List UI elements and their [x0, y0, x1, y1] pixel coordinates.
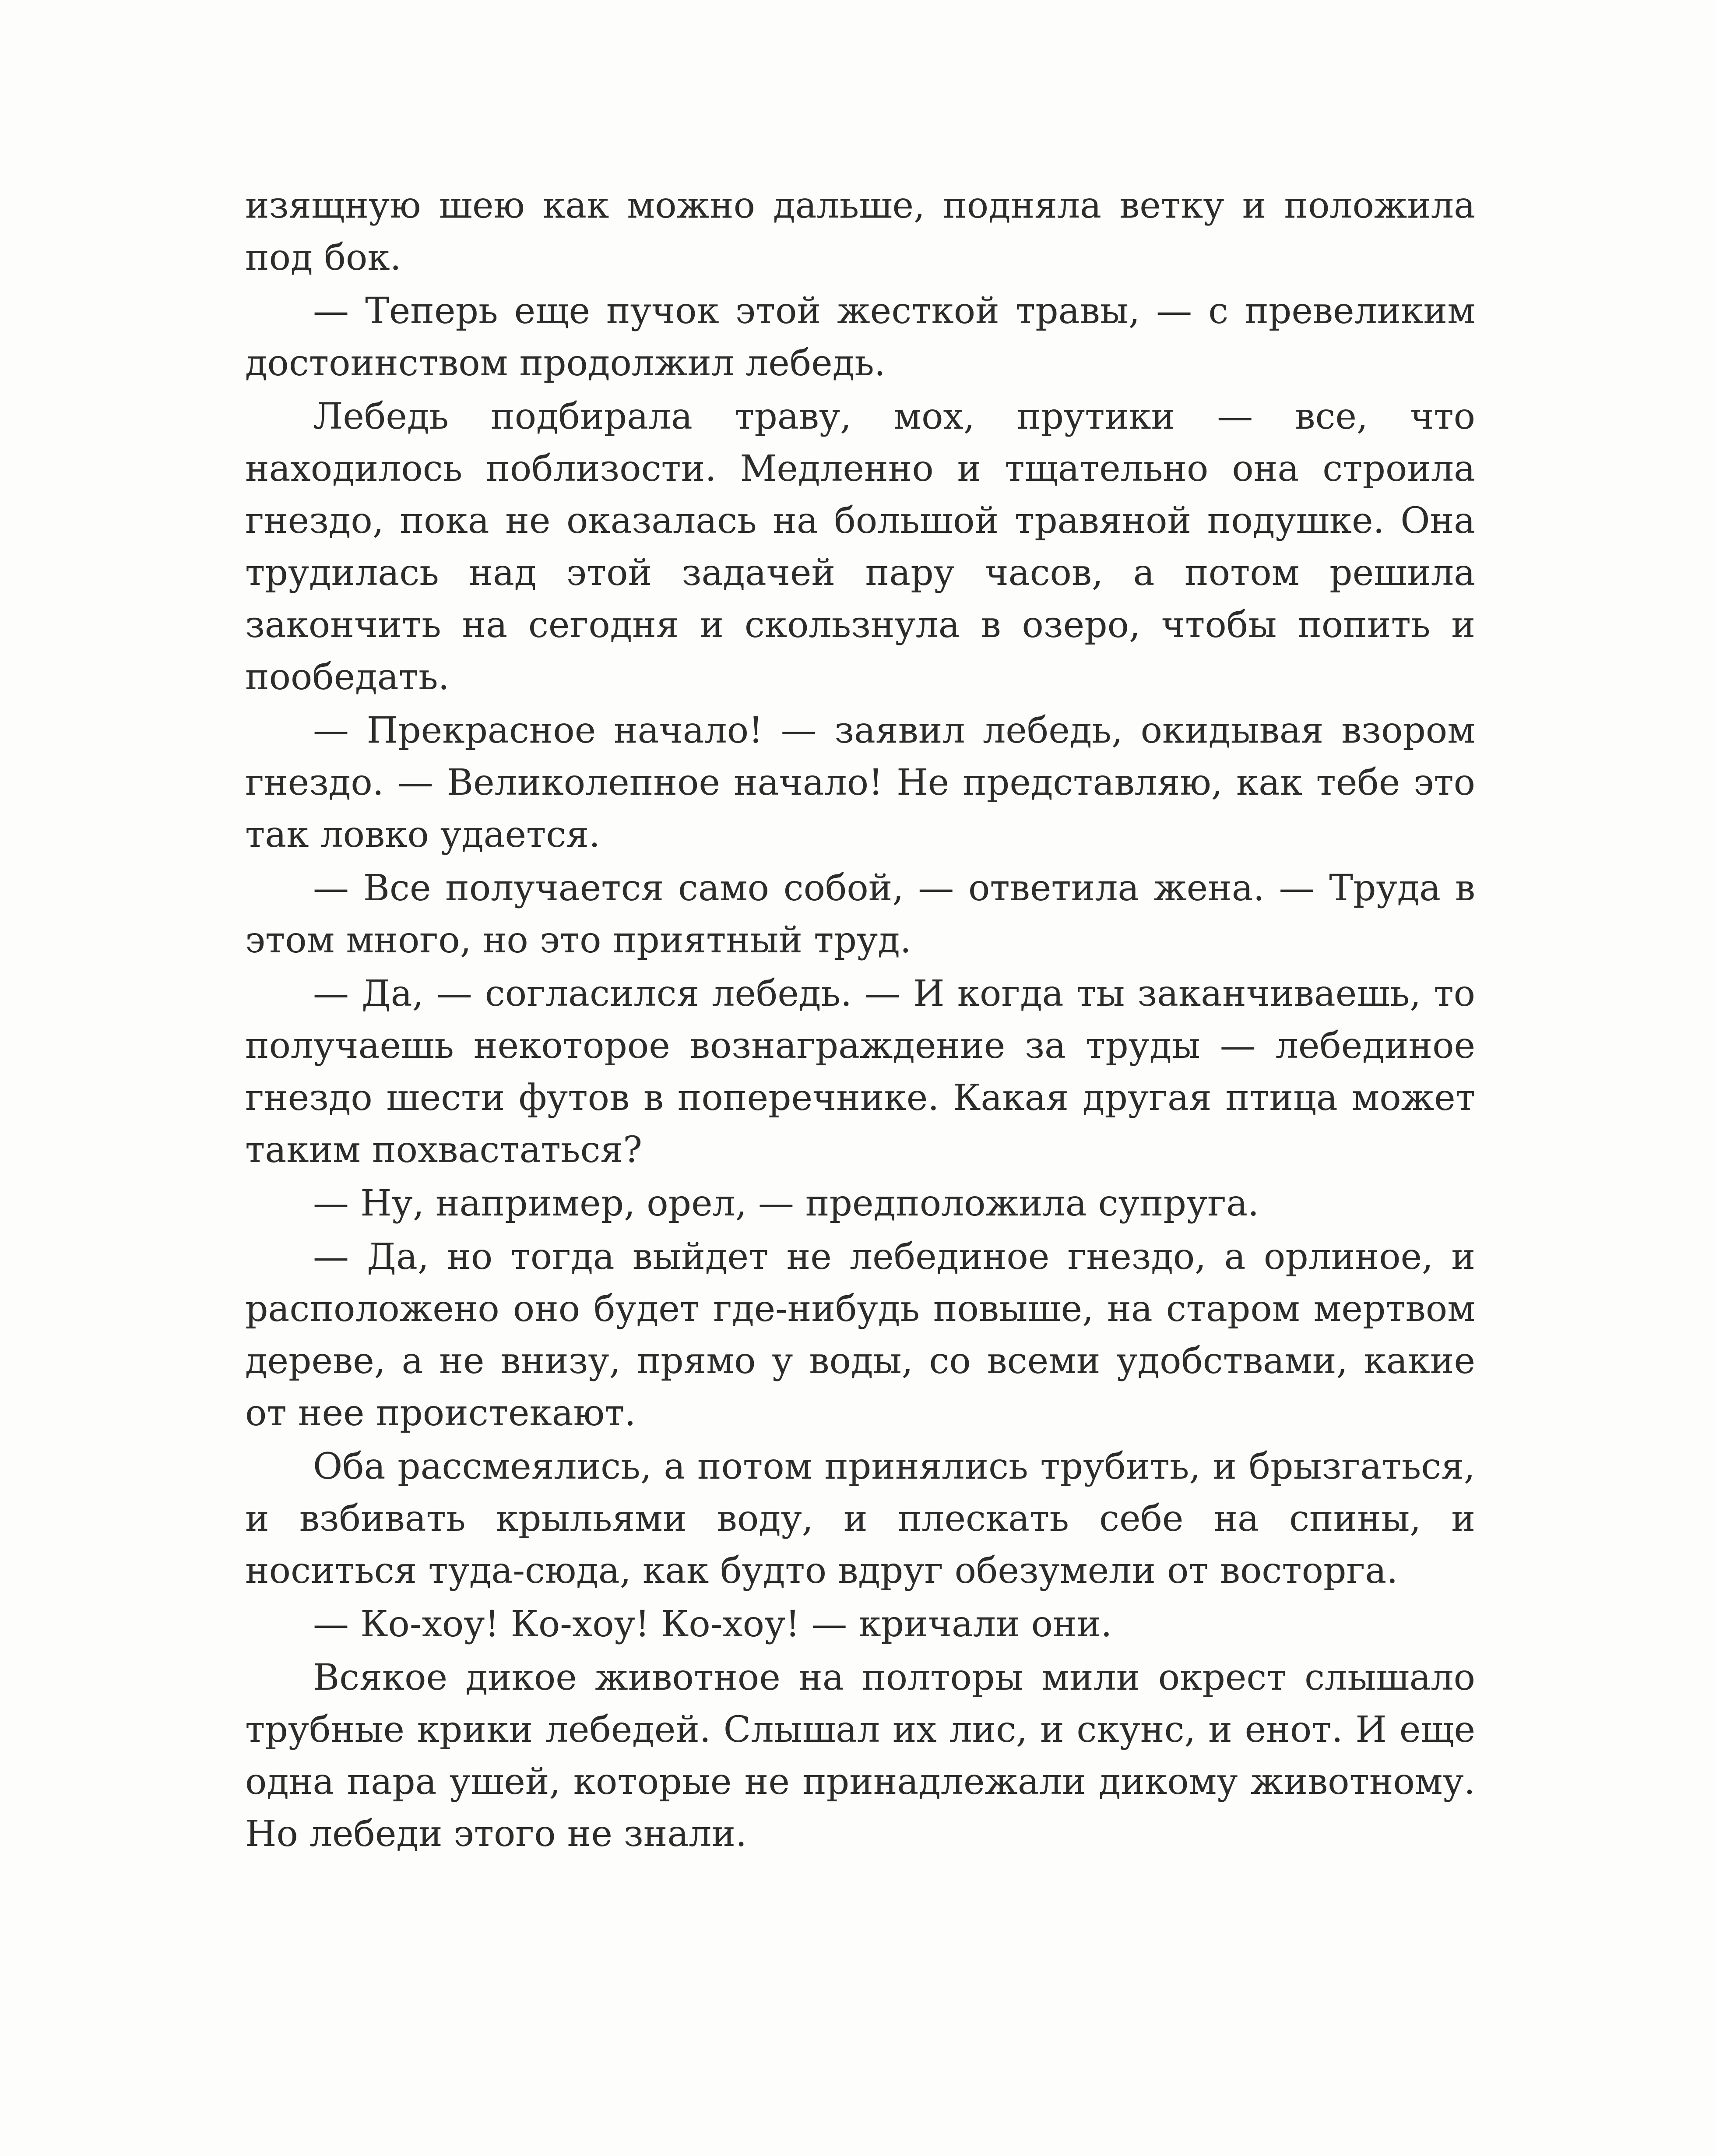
paragraph: — Да, но тогда выйдет не лебединое гнездо, а орлиное, и расположено оно будет где-нибудь повыше, на старом мертвом дереве, а не внизу, прямо у воды, со всеми удобствами, какие от нее проистекают. [245, 1236, 1475, 1434]
paragraph: Оба рассмеялись, а потом принялись трубить, и брызгаться, и взбивать крыльями воду, и плескать себе на спины, и носиться туда-сюда, как будто вдруг обезумели от восторга. [245, 1446, 1475, 1592]
paragraph: — Прекрасное начало! — заявил лебедь, окидывая взором гнездо. — Великолепное начало! Не представляю, как тебе это так ловко удается. [245, 710, 1475, 856]
paragraph: — Все получается само собой, — ответила жена. — Труда в этом много, но это приятный труд. [245, 867, 1475, 961]
paragraph: — Ко-хоу! Ко-хоу! Ко-хоу! — кричали они. [313, 1603, 1112, 1645]
paragraph: — Да, — согласился лебедь. — И когда ты заканчиваешь, то получаешь некоторое вознаграждение за труды — лебединое гнездо шести футов в поперечнике. Какая другая птица может таким похвастаться? [245, 973, 1475, 1171]
paragraph: Всякое дикое животное на полторы мили окрест слышало трубные крики лебедей. Слышал их лис, и скунс, и енот. И еще одна пара ушей, которые не принадлежали дикому животному. Но лебеди этого не знали. [245, 1657, 1475, 1855]
paragraph: изящную шею как можно дальше, подняла ветку и положила под бок. [245, 185, 1475, 278]
paragraph: Лебедь подбирала траву, мох, прутики — все, что находилось поблизости. Медленно и тщательно она строила гнездо, пока не оказалась на большой травяной подушке. Она трудилась над этой задачей пару часов, а потом решила закончить на сегодня и скользнула в озеро, чтобы попить и пообедать. [245, 396, 1475, 698]
paragraph: — Теперь еще пучок этой жесткой травы, — с превеликим достоинством продолжил лебедь. [245, 290, 1475, 384]
paragraph: — Ну, например, орел, — предположила супруга. [313, 1183, 1259, 1224]
page-text [245, 180, 1475, 1861]
